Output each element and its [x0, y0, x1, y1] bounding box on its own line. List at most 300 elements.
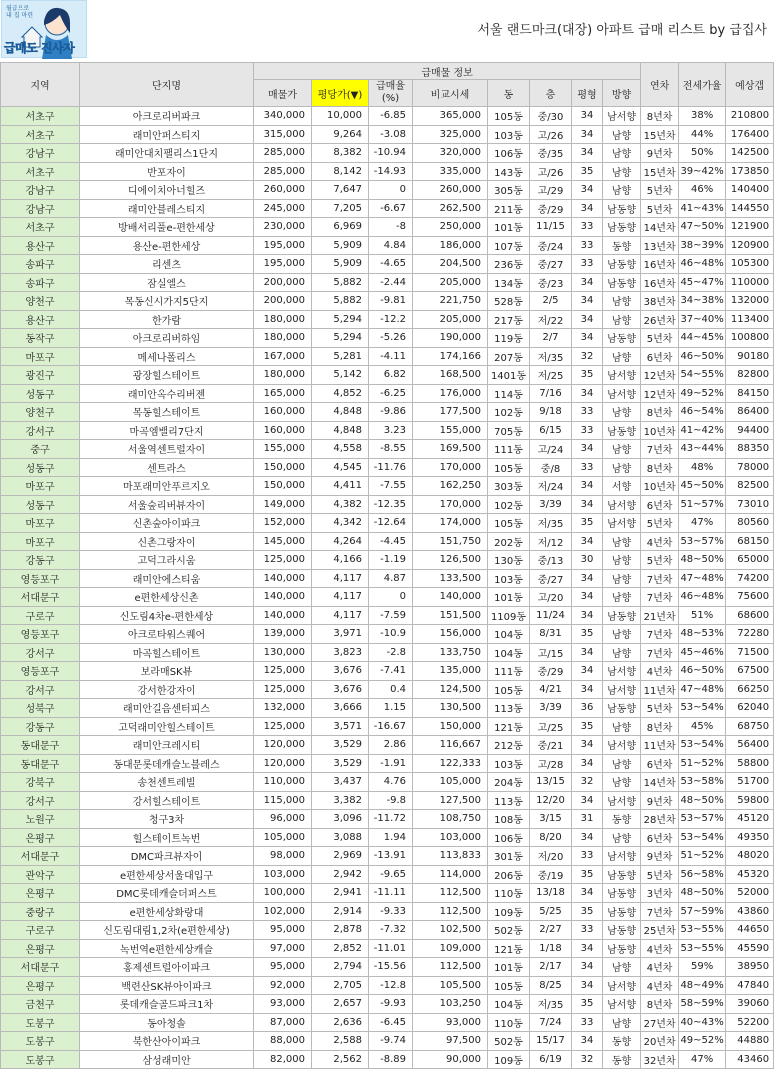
cell-jeonse-ratio: 58~59% [679, 995, 726, 1014]
cell-floor: 저/22 [530, 310, 572, 329]
cell-jeonse-ratio: 46~50% [679, 662, 726, 681]
table-row[interactable] [1, 421, 774, 440]
cell-age: 6년차 [641, 754, 679, 773]
cell-direction: 남서향 [603, 107, 641, 126]
cell-price-per-pyeong: 2,562 [312, 1050, 369, 1069]
cell-compare-price: 250,000 [413, 218, 488, 237]
cell-compare-price: 205,000 [413, 310, 488, 329]
table-row[interactable] [1, 514, 774, 533]
cell-pyeong: 34 [572, 532, 603, 551]
cell-price: 100,000 [254, 884, 312, 903]
cell-price-per-pyeong: 3,529 [312, 754, 369, 773]
cell-compare-price: 109,000 [413, 939, 488, 958]
header-complex[interactable]: 단지명 [80, 63, 254, 107]
cell-price: 98,000 [254, 847, 312, 866]
cell-age: 5년차 [641, 181, 679, 200]
cell-price-per-pyeong: 5,281 [312, 347, 369, 366]
table-row[interactable] [1, 588, 774, 607]
cell-compare-price: 335,000 [413, 162, 488, 181]
cell-price: 103,000 [254, 865, 312, 884]
cell-floor: 중/27 [530, 569, 572, 588]
table-row[interactable] [1, 236, 774, 255]
cell-expected-gap: 68150 [726, 532, 774, 551]
cell-region: 용산구 [1, 310, 80, 329]
cell-floor: 3/39 [530, 699, 572, 718]
table-row[interactable] [1, 828, 774, 847]
cell-discount-rate: -12.2 [369, 310, 413, 329]
cell-jeonse-ratio: 47% [679, 514, 726, 533]
cell-expected-gap: 74200 [726, 569, 774, 588]
cell-compare-price: 116,667 [413, 736, 488, 755]
cell-price: 96,000 [254, 810, 312, 829]
table-row[interactable] [1, 551, 774, 570]
cell-discount-rate: 1.15 [369, 699, 413, 718]
table-row[interactable] [1, 773, 774, 792]
cell-discount-rate: -8.89 [369, 1050, 413, 1069]
cell-floor: 2/17 [530, 958, 572, 977]
cell-discount-rate: -11.76 [369, 458, 413, 477]
cell-price: 88,000 [254, 1032, 312, 1051]
table-row[interactable] [1, 643, 774, 662]
table-row[interactable] [1, 810, 774, 829]
cell-direction: 남동향 [603, 884, 641, 903]
table-row[interactable] [1, 995, 774, 1014]
cell-expected-gap: 100800 [726, 329, 774, 348]
cell-dong: 502동 [488, 921, 530, 940]
cell-floor: 11/24 [530, 606, 572, 625]
cell-pyeong: 32 [572, 1050, 603, 1069]
cell-floor: 1/18 [530, 939, 572, 958]
cell-discount-rate: -6.67 [369, 199, 413, 218]
cell-complex: 서울역센트럴자이 [80, 440, 254, 459]
cell-price: 105,000 [254, 828, 312, 847]
table-row[interactable] [1, 384, 774, 403]
table-row[interactable] [1, 699, 774, 718]
cell-direction: 남서향 [603, 366, 641, 385]
cell-dong: 105동 [488, 458, 530, 477]
cell-dong: 113동 [488, 791, 530, 810]
table-row[interactable] [1, 255, 774, 274]
cell-direction: 동향 [603, 1050, 641, 1069]
cell-region: 동대문구 [1, 754, 80, 773]
cell-region: 은평구 [1, 828, 80, 847]
cell-price-per-pyeong: 9,264 [312, 125, 369, 144]
table-row[interactable] [1, 791, 774, 810]
cell-expected-gap: 48020 [726, 847, 774, 866]
cell-floor: 중/27 [530, 255, 572, 274]
cell-discount-rate: -11.01 [369, 939, 413, 958]
cell-floor: 고/28 [530, 754, 572, 773]
table-row[interactable] [1, 347, 774, 366]
cell-price: 285,000 [254, 144, 312, 163]
cell-discount-rate: -8 [369, 218, 413, 237]
cell-jeonse-ratio: 48~53% [679, 625, 726, 644]
cell-price: 120,000 [254, 754, 312, 773]
header-floor[interactable]: 층 [530, 80, 572, 107]
cell-complex: 메세나폴리스 [80, 347, 254, 366]
cell-price-per-pyeong: 2,878 [312, 921, 369, 940]
cell-expected-gap: 140400 [726, 181, 774, 200]
cell-price-per-pyeong: 3,666 [312, 699, 369, 718]
cell-discount-rate: -14.93 [369, 162, 413, 181]
cell-price-per-pyeong: 3,676 [312, 662, 369, 681]
cell-direction: 남향 [603, 181, 641, 200]
cell-age: 28년차 [641, 810, 679, 829]
table-row[interactable] [1, 218, 774, 237]
cell-floor: 중/35 [530, 144, 572, 163]
cell-compare-price: 112,500 [413, 958, 488, 977]
cell-jeonse-ratio: 48~50% [679, 551, 726, 570]
cell-jeonse-ratio: 53~54% [679, 699, 726, 718]
cell-price-per-pyeong: 2,914 [312, 902, 369, 921]
cell-floor: 중/30 [530, 107, 572, 126]
cell-pyeong: 34 [572, 144, 603, 163]
cell-dong: 102동 [488, 495, 530, 514]
cell-region: 중랑구 [1, 902, 80, 921]
cell-price: 245,000 [254, 199, 312, 218]
cell-floor: 15/17 [530, 1032, 572, 1051]
cell-price-per-pyeong: 3,571 [312, 717, 369, 736]
cell-pyeong: 34 [572, 662, 603, 681]
table-row[interactable] [1, 310, 774, 329]
cell-expected-gap: 80560 [726, 514, 774, 533]
cell-discount-rate: -10.94 [369, 144, 413, 163]
table-row[interactable] [1, 736, 774, 755]
cell-discount-rate: -2.8 [369, 643, 413, 662]
cell-dong: 202동 [488, 532, 530, 551]
table-row[interactable] [1, 403, 774, 422]
cell-dong: 305동 [488, 181, 530, 200]
cell-discount-rate: 4.87 [369, 569, 413, 588]
cell-jeonse-ratio: 46~48% [679, 255, 726, 274]
cell-discount-rate: -9.33 [369, 902, 413, 921]
cell-price-per-pyeong: 3,823 [312, 643, 369, 662]
cell-pyeong: 33 [572, 421, 603, 440]
cell-price-per-pyeong: 2,852 [312, 939, 369, 958]
header-compare-price[interactable]: 비교시세 [413, 80, 488, 107]
table-row[interactable] [1, 662, 774, 681]
cell-floor: 고/24 [530, 440, 572, 459]
header-dong[interactable]: 동 [488, 80, 530, 107]
cell-expected-gap: 173850 [726, 162, 774, 181]
cell-price-per-pyeong: 10,000 [312, 107, 369, 126]
cell-complex: 힐스테이트녹번 [80, 828, 254, 847]
logo-text: 급매도 진사자 [4, 41, 75, 55]
cell-direction: 남향 [603, 569, 641, 588]
cell-region: 서대문구 [1, 958, 80, 977]
cell-price: 87,000 [254, 1013, 312, 1032]
cell-age: 10년차 [641, 421, 679, 440]
cell-direction: 남향 [603, 643, 641, 662]
cell-pyeong: 34 [572, 588, 603, 607]
cell-region: 동대문구 [1, 736, 80, 755]
cell-jeonse-ratio: 40~43% [679, 1013, 726, 1032]
table-row[interactable] [1, 458, 774, 477]
cell-direction: 남서향 [603, 514, 641, 533]
header-region[interactable]: 지역 [1, 63, 80, 107]
cell-price-per-pyeong: 2,941 [312, 884, 369, 903]
table-row[interactable] [1, 107, 774, 126]
table-row[interactable] [1, 366, 774, 385]
cell-jeonse-ratio: 51~52% [679, 754, 726, 773]
cell-age: 38년차 [641, 292, 679, 311]
cell-compare-price: 186,000 [413, 236, 488, 255]
cell-expected-gap: 45120 [726, 810, 774, 829]
cell-jeonse-ratio: 46% [679, 181, 726, 200]
table-row[interactable] [1, 162, 774, 181]
table-row[interactable] [1, 606, 774, 625]
table-row[interactable] [1, 181, 774, 200]
table-row[interactable] [1, 958, 774, 977]
header-pyeong[interactable]: 평형 [572, 80, 603, 107]
cell-floor: 중/23 [530, 273, 572, 292]
cell-jeonse-ratio: 46~50% [679, 347, 726, 366]
cell-dong: 528동 [488, 292, 530, 311]
cell-jeonse-ratio: 53~54% [679, 736, 726, 755]
cell-compare-price: 105,500 [413, 976, 488, 995]
cell-price: 200,000 [254, 273, 312, 292]
cell-age: 7년차 [641, 588, 679, 607]
cell-compare-price: 112,500 [413, 884, 488, 903]
table-row[interactable] [1, 902, 774, 921]
cell-pyeong: 34 [572, 958, 603, 977]
cell-dong: 103동 [488, 125, 530, 144]
cell-complex: 신도림4차e-편한세상 [80, 606, 254, 625]
cell-region: 도봉구 [1, 1013, 80, 1032]
table-row[interactable] [1, 532, 774, 551]
cell-pyeong: 34 [572, 199, 603, 218]
cell-price: 150,000 [254, 477, 312, 496]
table-row[interactable] [1, 495, 774, 514]
table-row[interactable] [1, 717, 774, 736]
cell-direction: 남동향 [603, 218, 641, 237]
header-discount-rate[interactable]: 급매율 (%) [369, 80, 413, 107]
cell-direction: 남서향 [603, 995, 641, 1014]
cell-age: 5년차 [641, 699, 679, 718]
table-row[interactable] [1, 125, 774, 144]
cell-discount-rate: 6.82 [369, 366, 413, 385]
cell-dong: 108동 [488, 810, 530, 829]
header-direction[interactable]: 방향 [603, 80, 641, 107]
cell-region: 마포구 [1, 347, 80, 366]
cell-jeonse-ratio: 44~45% [679, 329, 726, 348]
cell-age: 9년차 [641, 847, 679, 866]
header-age[interactable]: 연차 [641, 63, 679, 107]
cell-dong: 502동 [488, 1032, 530, 1051]
cell-floor: 고/29 [530, 181, 572, 200]
cell-direction: 남서향 [603, 847, 641, 866]
cell-direction: 남향 [603, 1013, 641, 1032]
cell-floor: 11/15 [530, 218, 572, 237]
cell-price-per-pyeong: 4,166 [312, 551, 369, 570]
cell-direction: 남향 [603, 403, 641, 422]
table-row[interactable] [1, 1032, 774, 1051]
cell-price-per-pyeong: 3,088 [312, 828, 369, 847]
cell-direction: 서향 [603, 477, 641, 496]
cell-complex: 고덕그라시움 [80, 551, 254, 570]
cell-jeonse-ratio: 48~49% [679, 976, 726, 995]
cell-discount-rate: -3.08 [369, 125, 413, 144]
cell-price-per-pyeong: 3,096 [312, 810, 369, 829]
cell-region: 은평구 [1, 939, 80, 958]
cell-region: 은평구 [1, 884, 80, 903]
table-row[interactable] [1, 569, 774, 588]
cell-discount-rate: -1.91 [369, 754, 413, 773]
cell-floor: 고/15 [530, 643, 572, 662]
cell-discount-rate: -11.72 [369, 810, 413, 829]
cell-compare-price: 190,000 [413, 329, 488, 348]
table-row[interactable] [1, 754, 774, 773]
cell-complex: 아크로리버하임 [80, 329, 254, 348]
cell-discount-rate: -9.93 [369, 995, 413, 1014]
cell-floor: 중/29 [530, 199, 572, 218]
table-row[interactable] [1, 939, 774, 958]
cell-floor: 8/31 [530, 625, 572, 644]
cell-region: 노원구 [1, 810, 80, 829]
cell-pyeong: 33 [572, 458, 603, 477]
cell-expected-gap: 78000 [726, 458, 774, 477]
cell-direction: 남서향 [603, 791, 641, 810]
cell-floor: 저/35 [530, 347, 572, 366]
cell-complex: 북한산아이파크 [80, 1032, 254, 1051]
header-gap[interactable]: 예상갭 [726, 63, 774, 107]
cell-discount-rate: -4.65 [369, 255, 413, 274]
cell-complex: 백련산SK뷰아이파크 [80, 976, 254, 995]
cell-discount-rate: -8.55 [369, 440, 413, 459]
cell-price: 315,000 [254, 125, 312, 144]
cell-pyeong: 34 [572, 329, 603, 348]
table-row[interactable] [1, 865, 774, 884]
cell-discount-rate: -9.65 [369, 865, 413, 884]
cell-complex: e편한세상화랑대 [80, 902, 254, 921]
cell-jeonse-ratio: 51~57% [679, 495, 726, 514]
table-row[interactable] [1, 1013, 774, 1032]
cell-pyeong: 34 [572, 495, 603, 514]
cell-discount-rate: -4.45 [369, 532, 413, 551]
cell-direction: 남동향 [603, 421, 641, 440]
cell-price: 180,000 [254, 310, 312, 329]
cell-region: 강동구 [1, 717, 80, 736]
cell-price-per-pyeong: 2,705 [312, 976, 369, 995]
cell-pyeong: 34 [572, 976, 603, 995]
cell-dong: 236동 [488, 255, 530, 274]
cell-direction: 남향 [603, 773, 641, 792]
cell-compare-price: 103,000 [413, 828, 488, 847]
header-jeonse[interactable]: 전세가율 [679, 63, 726, 107]
cell-discount-rate: -13.91 [369, 847, 413, 866]
cell-region: 마포구 [1, 532, 80, 551]
table-row[interactable] [1, 477, 774, 496]
cell-jeonse-ratio: 45~47% [679, 273, 726, 292]
table-row[interactable] [1, 292, 774, 311]
table-row[interactable] [1, 144, 774, 163]
cell-compare-price: 102,500 [413, 921, 488, 940]
cell-direction: 남동향 [603, 865, 641, 884]
table-row[interactable] [1, 680, 774, 699]
cell-jeonse-ratio: 47~48% [679, 569, 726, 588]
cell-pyeong: 35 [572, 717, 603, 736]
cell-jeonse-ratio: 53~55% [679, 939, 726, 958]
cell-region: 송파구 [1, 273, 80, 292]
cell-jeonse-ratio: 38~39% [679, 236, 726, 255]
header-price-per-pyeong-sort[interactable]: 평당가(▼) [312, 80, 369, 107]
cell-dong: 106동 [488, 828, 530, 847]
cell-complex: 강서한강자이 [80, 680, 254, 699]
cell-age: 7년차 [641, 902, 679, 921]
cell-price: 200,000 [254, 292, 312, 311]
cell-expected-gap: 49350 [726, 828, 774, 847]
header-price[interactable]: 매물가 [254, 80, 312, 107]
cell-region: 영등포구 [1, 625, 80, 644]
table-row[interactable] [1, 921, 774, 940]
cell-age: 7년차 [641, 625, 679, 644]
cell-floor: 저/35 [530, 514, 572, 533]
cell-price: 125,000 [254, 680, 312, 699]
cell-dong: 104동 [488, 995, 530, 1014]
cell-expected-gap: 176400 [726, 125, 774, 144]
cell-discount-rate: -9.81 [369, 292, 413, 311]
table-row[interactable] [1, 884, 774, 903]
cell-compare-price: 155,000 [413, 421, 488, 440]
cell-age: 15년차 [641, 162, 679, 181]
cell-price: 125,000 [254, 717, 312, 736]
cell-expected-gap: 52200 [726, 1013, 774, 1032]
cell-expected-gap: 110000 [726, 273, 774, 292]
table-row[interactable] [1, 625, 774, 644]
cell-complex: 래미안에스티움 [80, 569, 254, 588]
cell-pyeong: 33 [572, 255, 603, 274]
table-row[interactable] [1, 329, 774, 348]
table-row[interactable] [1, 440, 774, 459]
cell-complex: 강서힐스테이트 [80, 791, 254, 810]
cell-expected-gap: 59800 [726, 791, 774, 810]
cell-expected-gap: 105300 [726, 255, 774, 274]
cell-complex: 녹번역e편한세상캐슬 [80, 939, 254, 958]
cell-dong: 111동 [488, 440, 530, 459]
cell-floor: 7/16 [530, 384, 572, 403]
table-row[interactable] [1, 273, 774, 292]
cell-direction: 남서향 [603, 976, 641, 995]
cell-pyeong: 34 [572, 791, 603, 810]
cell-pyeong: 34 [572, 107, 603, 126]
cell-direction: 동향 [603, 810, 641, 829]
cell-region: 마포구 [1, 477, 80, 496]
cell-price: 140,000 [254, 569, 312, 588]
cell-expected-gap: 65000 [726, 551, 774, 570]
cell-jeonse-ratio: 46~54% [679, 403, 726, 422]
table-row[interactable] [1, 199, 774, 218]
cell-dong: 206동 [488, 865, 530, 884]
cell-price-per-pyeong: 2,969 [312, 847, 369, 866]
cell-floor: 13/18 [530, 884, 572, 903]
cell-direction: 남서향 [603, 662, 641, 681]
cell-floor: 중/24 [530, 236, 572, 255]
cell-floor: 5/25 [530, 902, 572, 921]
cell-jeonse-ratio: 45~50% [679, 477, 726, 496]
cell-price-per-pyeong: 6,969 [312, 218, 369, 237]
table-row[interactable] [1, 847, 774, 866]
cell-price: 92,000 [254, 976, 312, 995]
cell-direction: 남동향 [603, 199, 641, 218]
table-row[interactable] [1, 1050, 774, 1069]
table-row[interactable] [1, 976, 774, 995]
cell-complex: 신촌숲아이파크 [80, 514, 254, 533]
cell-region: 서대문구 [1, 847, 80, 866]
cell-expected-gap: 121900 [726, 218, 774, 237]
cell-dong: 103동 [488, 569, 530, 588]
cell-complex: e편한세상서울대입구 [80, 865, 254, 884]
cell-region: 성동구 [1, 458, 80, 477]
